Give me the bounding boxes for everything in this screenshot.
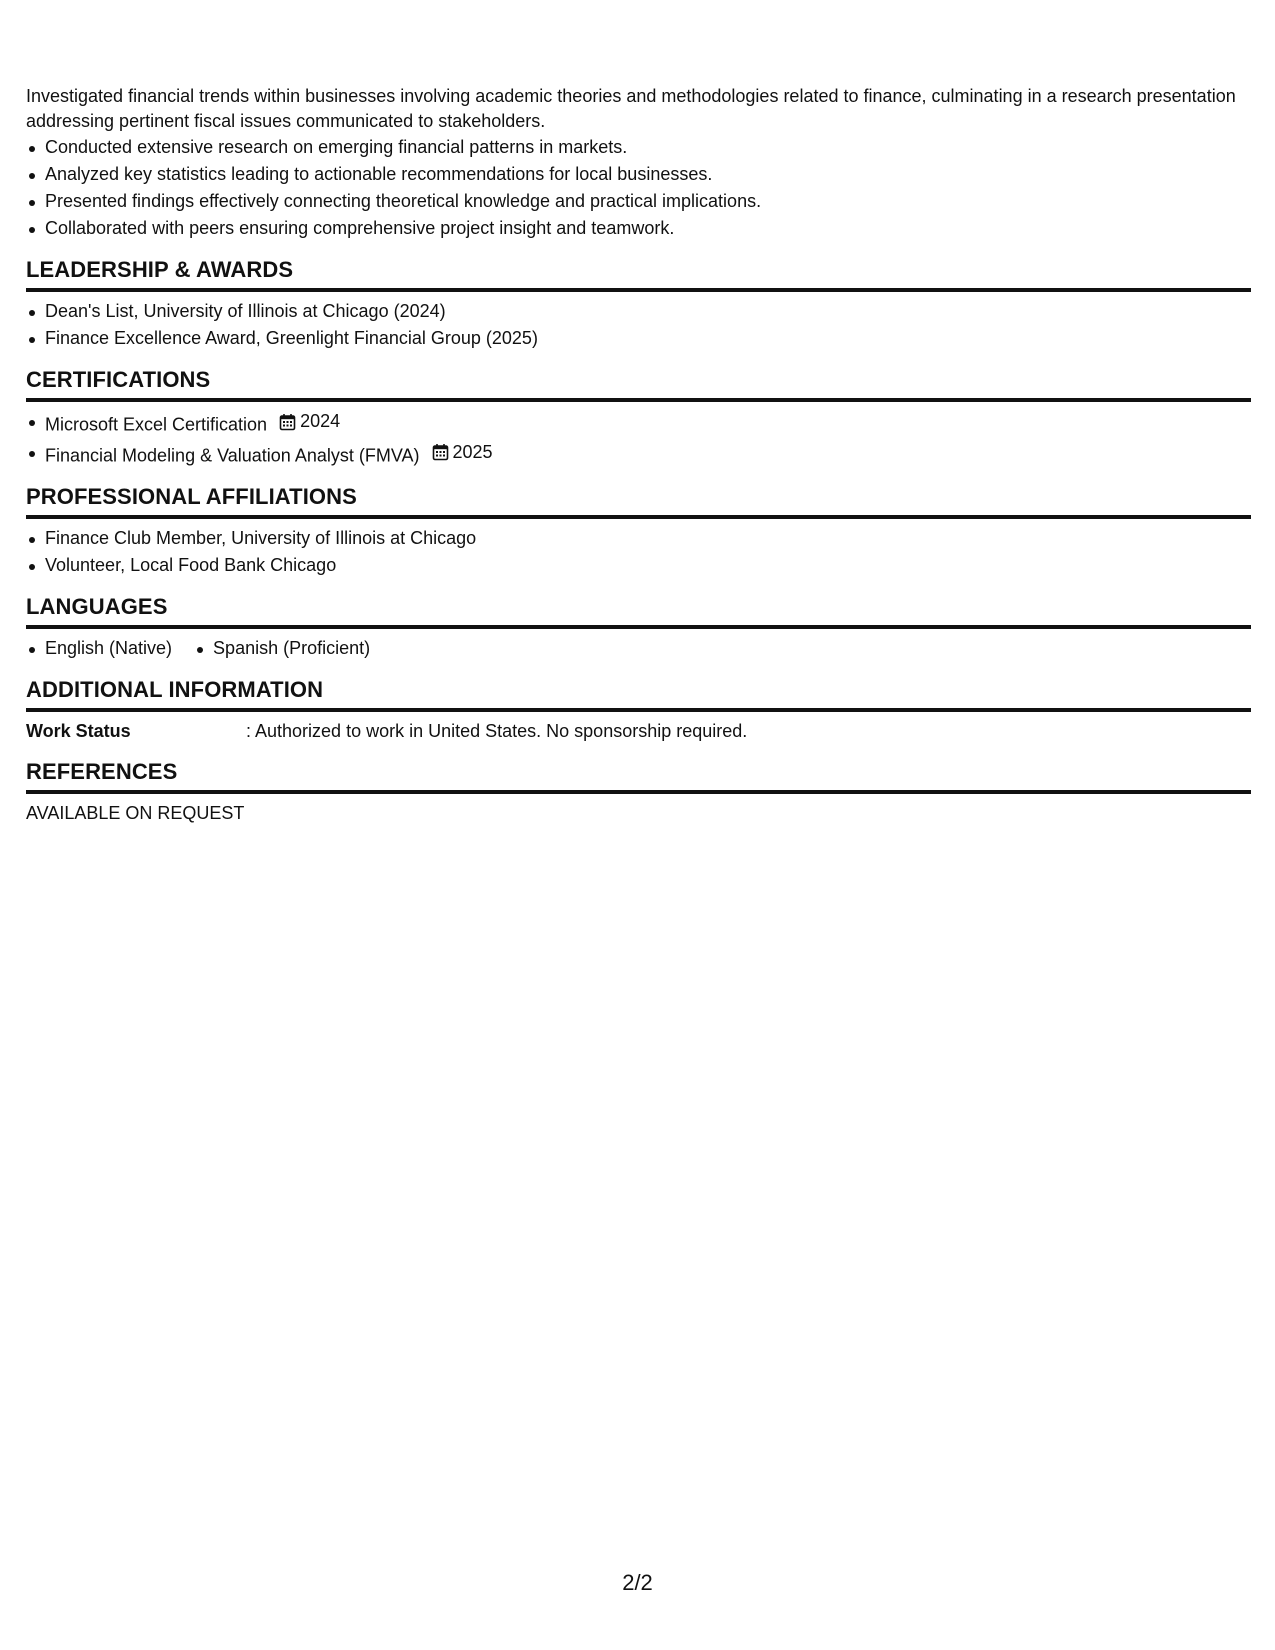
list-item: Finance Club Member, University of Illinois at Chicago <box>26 525 1251 552</box>
certification-item <box>26 408 1251 439</box>
section-title: LEADERSHIP & AWARDS <box>26 256 1251 292</box>
languages-section <box>26 593 1251 662</box>
work-status-label: Work Status <box>26 721 131 741</box>
list-item: Finance Excellence Award, Greenlight Financial Group (2025) <box>26 325 1251 352</box>
affiliations-section <box>26 483 1251 579</box>
section-title: CERTIFICATIONS <box>26 366 1251 402</box>
list-item: Volunteer, Local Food Bank Chicago <box>26 552 1251 579</box>
page-number: 2/2 <box>622 1570 653 1595</box>
certification-year: 2024 <box>300 411 341 431</box>
certification-item <box>26 439 1251 470</box>
section-title: LANGUAGES <box>26 593 1251 629</box>
section-title: REFERENCES <box>26 758 1251 794</box>
list-item: Presented findings effectively connecting theoretical knowledge and practical implications. <box>26 188 1251 215</box>
additional-info-section <box>26 676 1251 744</box>
certifications-section <box>26 366 1251 469</box>
list-item: Dean's List, University of Illinois at Chicago (2024) <box>26 298 1251 325</box>
calendar-icon <box>279 413 296 431</box>
work-status-row <box>26 718 1251 744</box>
section-title: PROFESSIONAL AFFILIATIONS <box>26 483 1251 519</box>
list-item: Collaborated with peers ensuring comprehensive project insight and teamwork. <box>26 215 1251 242</box>
work-status-value: : Authorized to work in United States. No sponsorship required. <box>246 721 748 741</box>
certification-name: Financial Modeling & Valuation Analyst (FMVA) <box>45 445 420 465</box>
section-title: ADDITIONAL INFORMATION <box>26 676 1251 712</box>
references-section <box>26 758 1251 826</box>
list-item: Analyzed key statistics leading to actionable recommendations for local businesses. <box>26 161 1251 188</box>
references-text: AVAILABLE ON REQUEST <box>26 803 245 823</box>
certification-year: 2025 <box>452 441 493 462</box>
language-item: Spanish (Proficient) <box>194 635 370 662</box>
calendar-icon <box>432 443 449 461</box>
project-description: Investigated financial trends within businesses involving academic theories and methodologies related to finance, culminating in a research presentation addressing pertinent fiscal issues communicated to stakeholders. <box>26 86 1236 131</box>
leadership-section <box>26 256 1251 352</box>
language-item: English (Native) <box>26 635 172 662</box>
resume-page-2 <box>26 84 1251 826</box>
project-bullets <box>26 134 1251 242</box>
list-item: Conducted extensive research on emerging financial patterns in markets. <box>26 134 1251 161</box>
certification-name: Microsoft Excel Certification <box>45 414 268 435</box>
